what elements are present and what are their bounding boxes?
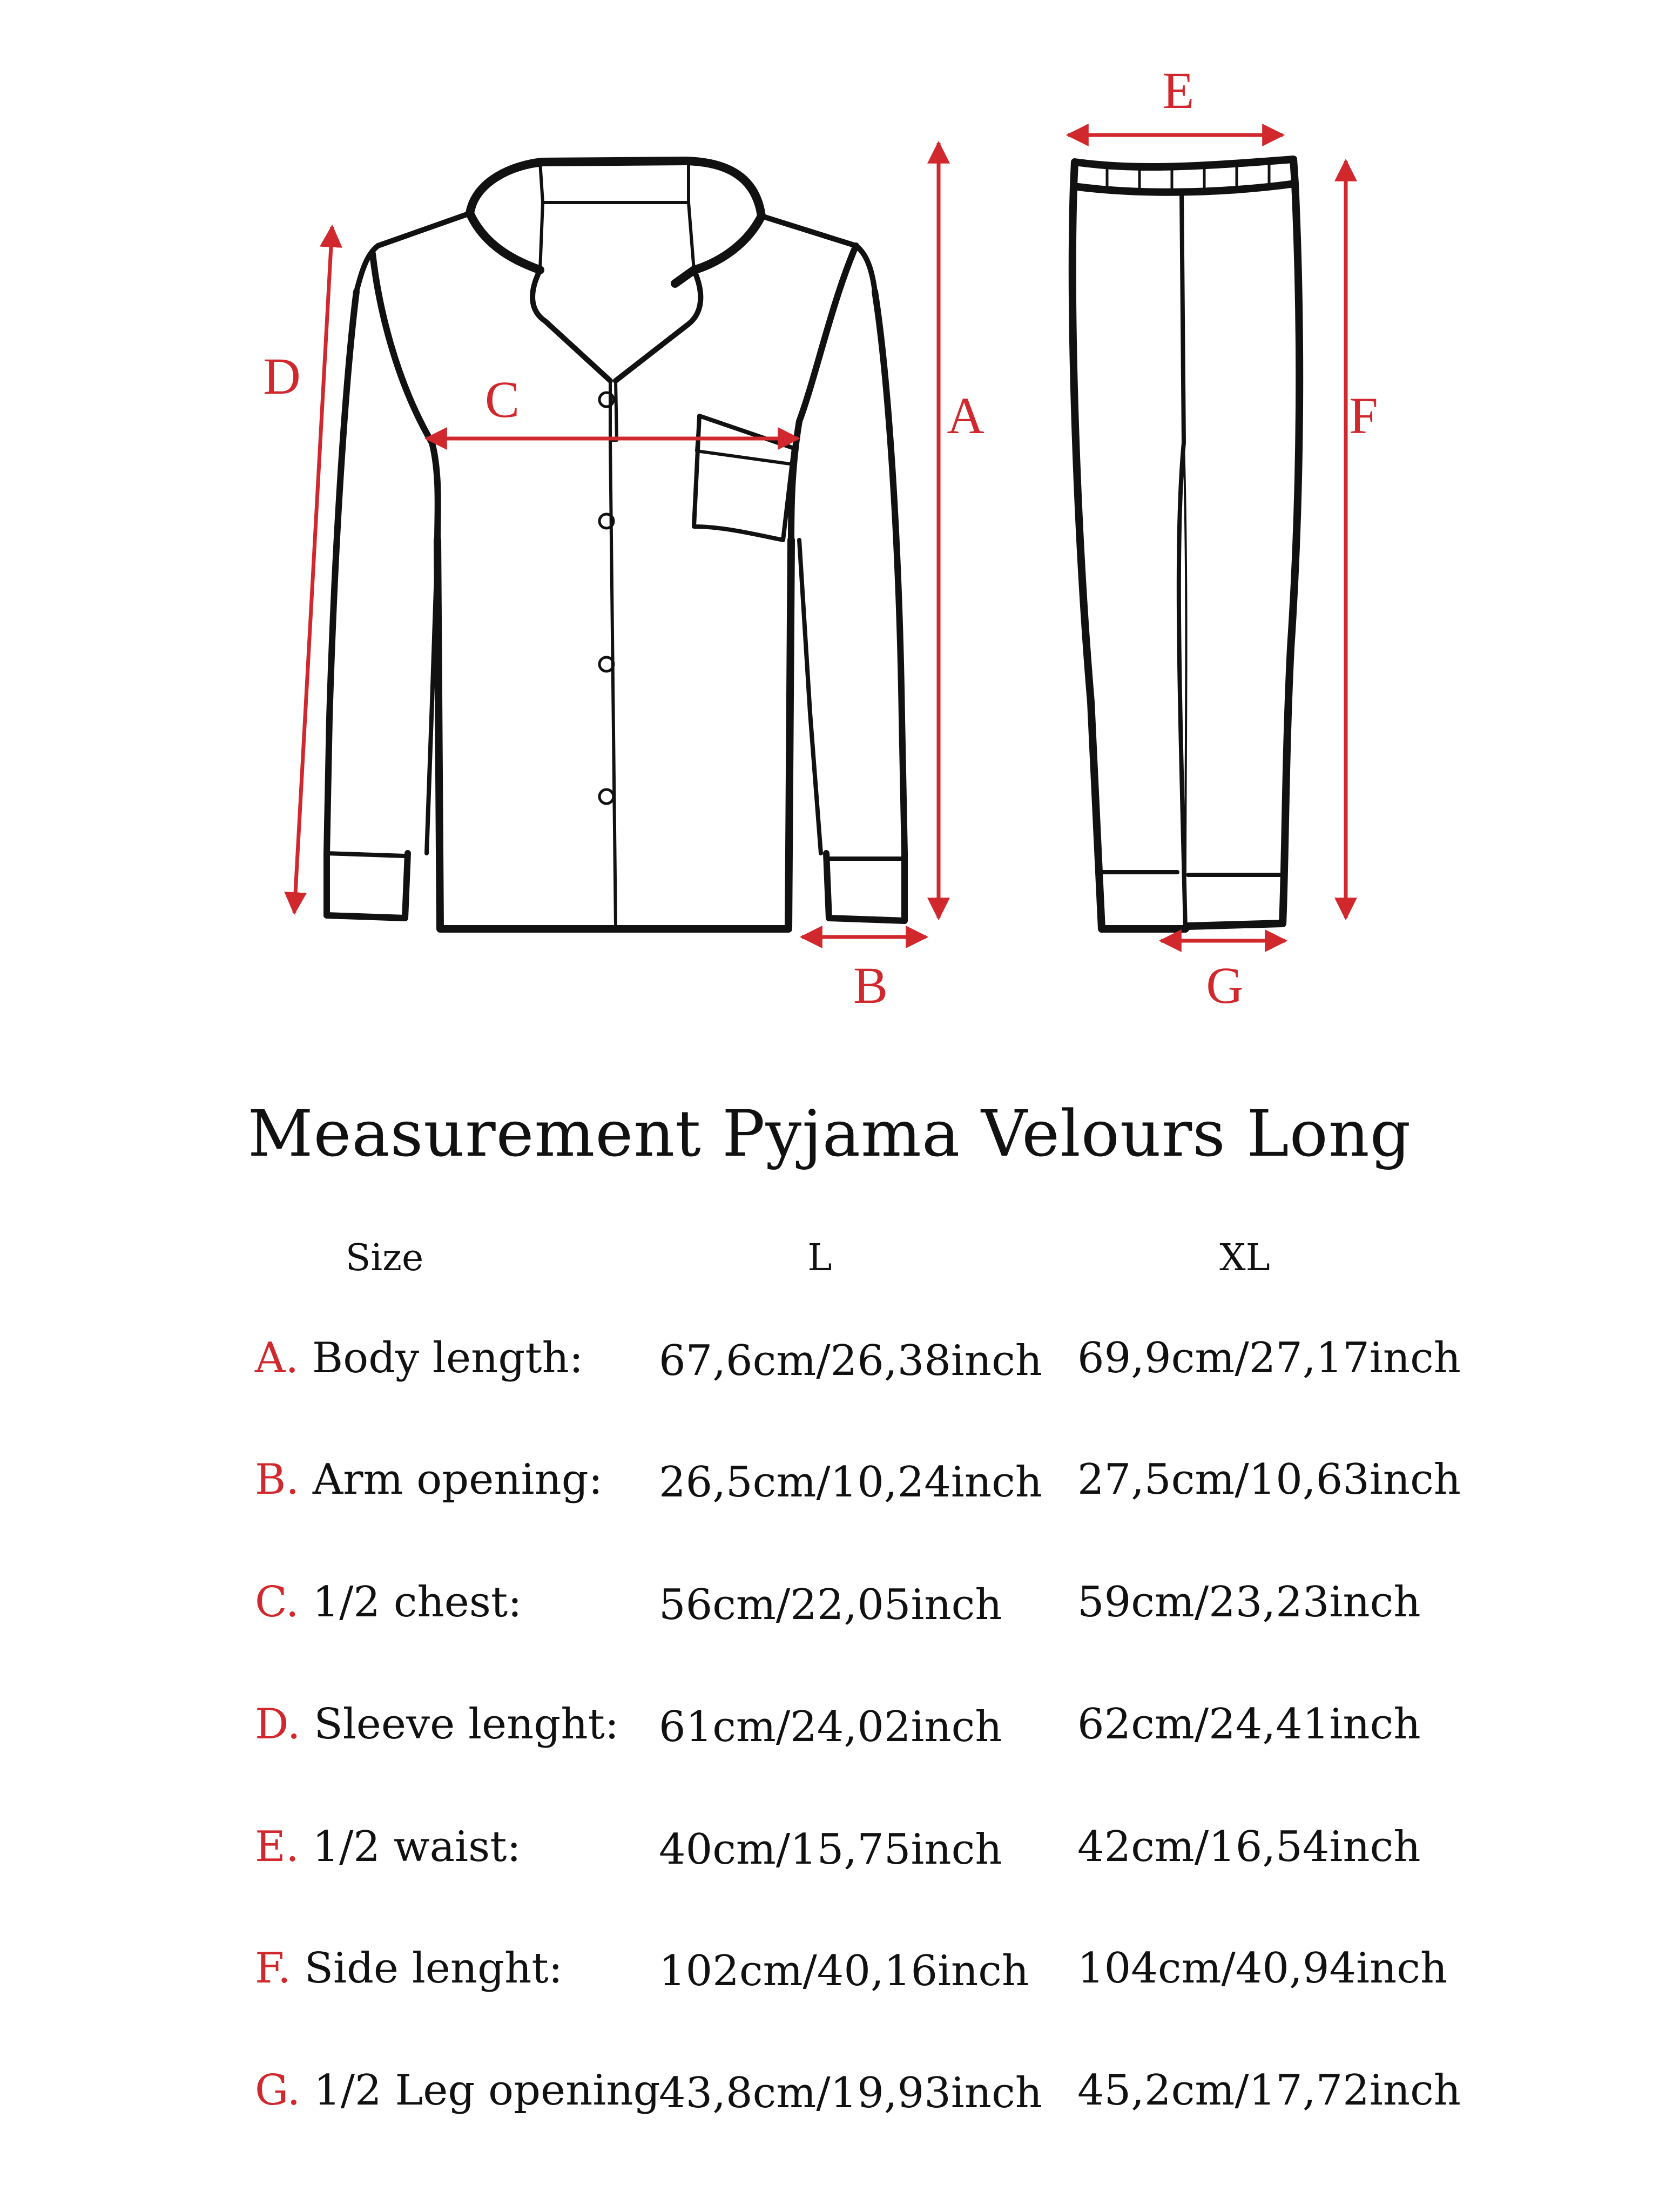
- row-code: B.: [255, 1455, 300, 1504]
- table-row-label: [255, 1944, 563, 1993]
- dimension-label-c: C: [484, 370, 520, 428]
- page-title: Measurement Pyjama Velours Long: [247, 1096, 1412, 1171]
- cell-l: 40cm/15,75inch: [659, 1825, 1002, 1874]
- row-label-text: Sleeve lenght:: [314, 1700, 619, 1749]
- cell-l: 61cm/24,02inch: [659, 1703, 1002, 1751]
- shirt-drawing: [327, 161, 905, 929]
- row-label-text: Body length:: [312, 1334, 584, 1382]
- table-row-label: [255, 1578, 522, 1627]
- row-label-text: Side lenght:: [304, 1944, 563, 1993]
- row-label-text: 1/2 Leg opening: [314, 2066, 660, 2115]
- row-label-text: 1/2 waist:: [312, 1823, 521, 1871]
- dimension-label-e: E: [1162, 62, 1195, 119]
- cell-l: 102cm/40,16inch: [659, 1947, 1029, 1995]
- cell-l: 43,8cm/19,93inch: [659, 2069, 1042, 2117]
- garment-drawing: [0, 0, 1659, 1026]
- dimension-label-g: G: [1206, 956, 1244, 1014]
- row-label-text: 1/2 chest:: [312, 1578, 522, 1627]
- row-code: A.: [255, 1334, 299, 1382]
- dimension-label-a: A: [947, 387, 984, 444]
- row-code: C.: [255, 1578, 299, 1627]
- cell-xl: 59cm/23,23inch: [1077, 1578, 1421, 1627]
- garment-diagram: [0, 0, 1659, 1026]
- cell-xl: 45,2cm/17,72inch: [1077, 2066, 1461, 2115]
- table-row-label: [255, 1700, 619, 1749]
- row-code: E.: [255, 1823, 299, 1871]
- dimension-label-f: F: [1349, 387, 1378, 444]
- header-size: Size: [345, 1237, 424, 1279]
- table-row-label: [255, 1334, 583, 1382]
- cell-xl: 104cm/40,94inch: [1077, 1944, 1448, 1993]
- row-code: G.: [255, 2066, 301, 2115]
- table-row-label: [255, 1823, 521, 1871]
- cell-l: 56cm/22,05inch: [659, 1581, 1002, 1629]
- header-xl: XL: [1219, 1237, 1270, 1279]
- row-code: F.: [255, 1944, 291, 1993]
- header-l: L: [807, 1237, 832, 1279]
- cell-xl: 42cm/16,54inch: [1077, 1823, 1421, 1871]
- table-row-label: [255, 1455, 603, 1504]
- row-code: D.: [255, 1700, 301, 1749]
- cell-xl: 69,9cm/27,17inch: [1077, 1334, 1461, 1382]
- cell-l: 67,6cm/26,38inch: [659, 1337, 1042, 1385]
- cell-xl: 62cm/24,41inch: [1077, 1700, 1421, 1749]
- table-row-label: [255, 2066, 660, 2115]
- cell-xl: 27,5cm/10,63inch: [1077, 1455, 1461, 1504]
- dimension-label-d: D: [263, 347, 301, 405]
- dimension-label-b: B: [853, 956, 888, 1014]
- row-label-text: Arm opening:: [312, 1455, 603, 1504]
- trousers-drawing: [1073, 159, 1299, 929]
- cell-l: 26,5cm/10,24inch: [659, 1458, 1042, 1507]
